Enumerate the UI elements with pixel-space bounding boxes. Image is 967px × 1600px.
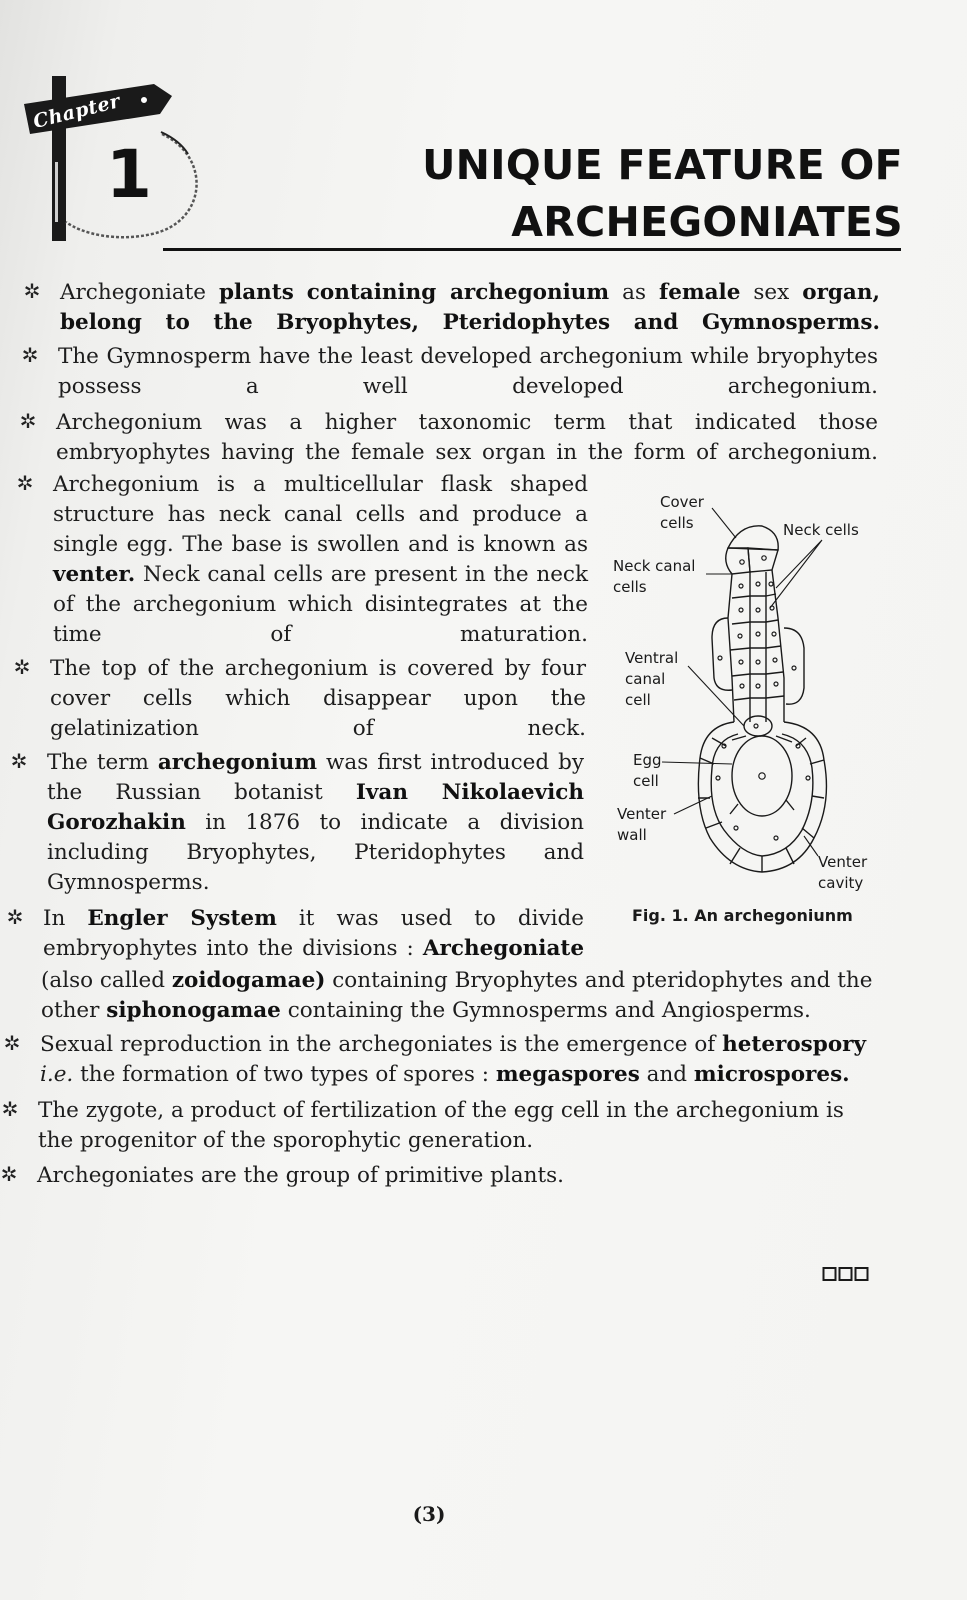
bullet-text xyxy=(40,1030,880,1090)
text-run: The top of the archegonium is covered by four cover cells which disappear upon the gelatinization of neck. xyxy=(50,656,586,741)
page-number: (3) xyxy=(412,1502,446,1526)
text-run: and xyxy=(639,1062,694,1087)
text-run: The zygote, a product of fertilization of the egg cell in the archegonium is the progenitor of the sporophytic generation. xyxy=(38,1098,844,1153)
chapter-number: 1 xyxy=(106,136,152,213)
bold-text: venter. xyxy=(53,562,136,587)
bullet-continuation xyxy=(41,966,881,1026)
bullet-text xyxy=(41,966,881,1026)
bullet-star-icon: ✲ xyxy=(6,905,24,929)
figure-caption: Fig. 1. An archegoniunm xyxy=(632,906,853,925)
text-run: containing the Gymnosperms and Angiosperms. xyxy=(280,998,811,1023)
bullet-item xyxy=(3,1030,880,1090)
text-run: Sexual reproduction in the archegoniates is the emergence of xyxy=(40,1032,723,1057)
bullet-text xyxy=(37,1161,877,1191)
text-run: containing Bryophytes and pteridophytes and the other xyxy=(41,968,873,1023)
text-run: as xyxy=(609,280,659,305)
text-run: Neck canal cells are present in the neck of the archegonium which disintegrates at the time of maturation. xyxy=(53,562,588,647)
bullet-star-icon: ✲ xyxy=(1,1097,19,1121)
bold-text: plants xyxy=(219,280,294,305)
end-of-chapter-mark xyxy=(822,1266,870,1286)
bold-text: Archegoniate xyxy=(422,936,584,961)
text-run xyxy=(294,280,307,305)
bullet-star-icon: ✲ xyxy=(19,409,37,433)
bullet-item xyxy=(1,1096,878,1156)
end-squares-icon xyxy=(822,1266,870,1282)
text-run: was first introduced by the Russian botanist xyxy=(47,750,584,805)
text-run: it was used to divide embryophytes into the divisions : xyxy=(43,906,584,961)
label-venter-wall: Venter wall xyxy=(617,805,667,844)
text-run: The term xyxy=(47,750,158,775)
bullet-star-icon: ✲ xyxy=(10,749,28,773)
chapter-title-line-1: UNIQUE FEATURE OF xyxy=(422,141,903,189)
text-run: Archegonium was a higher taxonomic term that indicated those embryophytes having the female sex organ in the form of archegonium. xyxy=(56,410,878,465)
bold-text: Engler System xyxy=(87,906,277,931)
label-neck-cells: Neck cells xyxy=(783,521,859,539)
text-run: sex xyxy=(740,280,803,305)
bold-text: archegonium xyxy=(157,750,318,775)
bullet-star-icon: ✲ xyxy=(23,279,41,303)
bullet-star-icon: ✲ xyxy=(21,343,39,367)
label-egg-cell: Egg cell xyxy=(633,751,662,790)
chapter-title-line-2: ARCHEGONIATES xyxy=(511,198,903,246)
text-run: Archegoniates are the group of primitive plants. xyxy=(37,1163,564,1188)
title-underline xyxy=(163,248,901,251)
text-run: in 1876 to indicate a division including Bryophytes, Pteridophytes and Gymnosperms. xyxy=(47,810,584,895)
label-venter-cavity: Venter cavity xyxy=(818,853,868,892)
bold-text: heterospory xyxy=(722,1032,866,1057)
bullet-item xyxy=(10,748,584,928)
bullet-star-icon: ✲ xyxy=(16,471,34,495)
text-run: In xyxy=(43,906,88,931)
bullet-text xyxy=(38,1096,878,1156)
bullet-text xyxy=(47,748,584,928)
bold-text: siphonogamae xyxy=(106,998,281,1023)
bold-text: organ, belong to the Bryophytes, Pteridophytes and Gymnosperms. xyxy=(60,280,880,335)
bullet-star-icon: ✲ xyxy=(3,1031,21,1055)
archegonium-figure xyxy=(600,478,900,908)
bold-text: Ivan Nikolaevich Gorozhakin xyxy=(47,780,584,835)
bold-text: containing archegonium xyxy=(306,280,610,305)
bullet-star-icon: ✲ xyxy=(0,1162,18,1186)
bold-text: megaspores xyxy=(495,1062,640,1087)
text-run: The Gymnosperm have the least developed archegonium while bryophytes possess a well developed archegonium. xyxy=(58,344,878,399)
bullet-star-icon: ✲ xyxy=(13,655,31,679)
bold-text: microspores. xyxy=(693,1062,850,1087)
text-run: (also called xyxy=(41,968,172,993)
bold-text: female xyxy=(658,280,741,305)
text-run: Archegoniate xyxy=(60,280,219,305)
label-ventral-canal-cell: Ventral canal cell xyxy=(625,649,679,709)
label-neck-canal-cells: Neck canal cells xyxy=(613,557,696,596)
italic-text: i.e. xyxy=(40,1062,74,1087)
chapter-word: Chapter xyxy=(30,90,123,133)
text-run: Archegonium is a multicellular flask shaped structure has neck canal cells and produce a single egg. The base is swollen and is known as xyxy=(53,472,588,557)
bullet-item xyxy=(0,1161,877,1191)
bullet-item xyxy=(16,470,588,680)
label-cover-cells: Cover cells xyxy=(660,493,704,532)
bullet-text xyxy=(53,470,588,680)
bold-text: zoidogamae) xyxy=(171,968,326,993)
text-run: the formation of two types of spores : xyxy=(73,1062,496,1087)
